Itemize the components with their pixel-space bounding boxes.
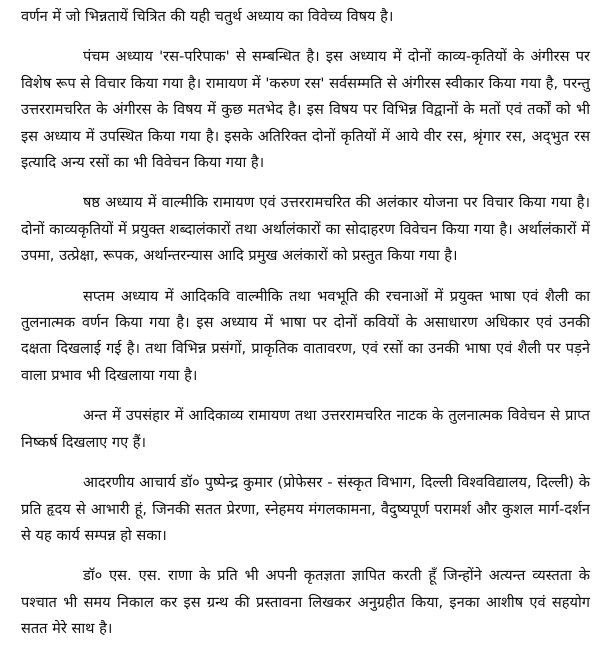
paragraph-acknowledgement-rana: डॉ० एस. एस. राणा के प्रति भी अपनी कृतज्ञता ज्ञापित करती हूँ जिन्होंने अत्यन्त व्यस्तता के पश्चात भी समय निकाल कर इस ग्रन्थ की प्रस्तावना लिखकर अनुग्रहीत किया, इनका आशीष एवं सहयोग सतत मेरे साथ है। bbox=[21, 567, 590, 638]
paragraph-chapter-four-end: वर्णन में जो भिन्नतायें चित्रित की यही चतुर्थ अध्याय का विवेच्य विषय है। bbox=[21, 8, 394, 25]
paragraph-chapter-five: पंचम अध्याय 'रस-परिपाक' से सम्बन्धित है। इस अध्याय में दोनों काव्य-कृतियों के अंगीरस पर विशेष रूप से विचार किया गया है। रामायण में 'करुण रस' सर्वसम्मति से अंगीरस स्वीकार किया गया है, परन्तु उत्तररामचरित के अंगीरस के विषय में कुछ मतभेद है। इस विषय पर विभिन्न विद्वानों के मतों एवं तर्कों को भी इस अध्याय में उपस्थित किया गया है। इसके अतिरिक्त दोनों कृतियों में आये वीर रस, श्रृंगार रस, अद्‌भुत रस इत्यादि अन्य रसों का भी विवेचन किया गया है। bbox=[21, 48, 590, 172]
paragraph-acknowledgement-guide: आदरणीय आचार्य डॉ० पुष्पेन्द्र कुमार (प्रोफेसर - संस्कृत विभाग, दिल्ली विश्वविद्यालय, दिल्ली) के प्रति हृदय से आभारी हूं, जिनकी सतत प्रेरणा, स्नेहमय मंगलकामना, वैदुष्यपूर्ण परामर्श और कुशल मार्ग-दर्शन से यह कार्य सम्पन्न हो सका। bbox=[21, 474, 590, 544]
paragraph-gap bbox=[21, 270, 590, 284]
paragraph-gap bbox=[21, 30, 590, 44]
paragraph-chapter-seven: सप्तम अध्याय में आदिकवि वाल्मीकि तथा भवभूति की रचनाओं में प्रयुक्त भाषा एवं शैली का तुलनात्मक वर्णन किया गया है। इस अध्याय में भाषा पर दोनों कवियों के असाधारण अधिकार एवं उनकी दक्षता दिखलाई गई है। तथा विभिन्न प्रसंगों, प्राकृतिक वातावरण, एवं रसों का उनकी भाषा एवं शैली पर पड़ने वाला प्रभाव भी दिखलाया गया है। bbox=[21, 287, 590, 384]
paragraph-chapter-six: षष्ठ अध्याय में वाल्मीकि रामायण एवं उत्तररामचरित की अलंकार योजना पर विचार किया गया है। दोनों काव्यकृतियों में प्रयुक्त शब्दालंकारों तथा अर्थालंकारों का सोदाहरण विवेचन किया गया है। अर्थालंकारों में उपमा, उत्प्रेक्षा, रूपक, अर्थान्तरन्यास आदि प्रमुख अलंकारों को प्रस्तुत किया गया है। bbox=[21, 194, 590, 265]
paragraph-gap bbox=[21, 549, 590, 563]
paragraph-conclusion: अन्त में उपसंहार में आदिकाव्य रामायण तथा उत्तररामचरित नाटक के तुलनात्मक विवेचन से प्राप्त निष्कर्ष दिखलाए गए हैं। bbox=[21, 407, 590, 451]
paragraph-gap bbox=[21, 176, 590, 190]
paragraph-gap bbox=[21, 456, 590, 470]
paragraph-gap bbox=[21, 389, 590, 403]
